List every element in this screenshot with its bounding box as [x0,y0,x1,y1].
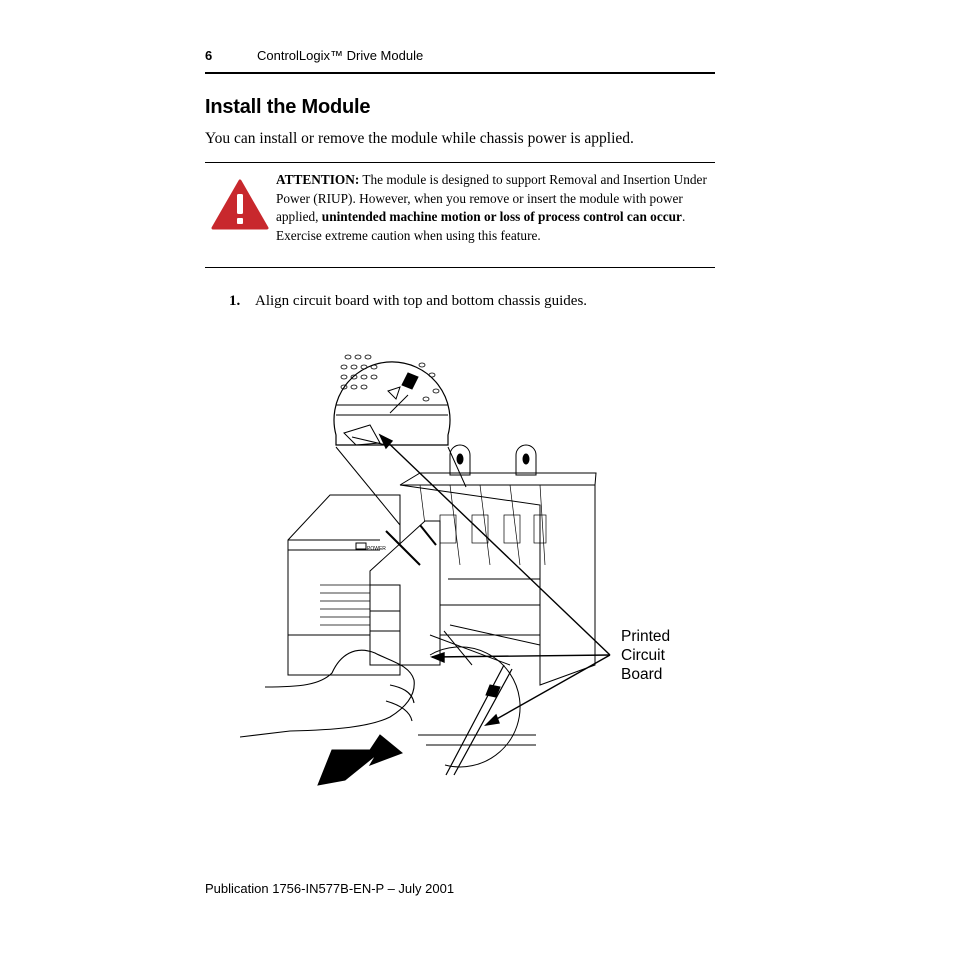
drive-module [370,521,440,665]
attention-text-2: . Exercise extreme caution when using this feature. [276,209,686,243]
callout-line-printed: Printed [621,628,671,645]
power-label: POWER [367,546,386,552]
attention-box [205,162,715,268]
callout-line-board: Board [621,666,663,683]
attention-text-1: The module is designed to support Removal and Insertion Under Power (RIUP). However, when you remove or insert the module with power applied, [276,172,707,225]
attention-text [276,171,712,245]
figure-callout [621,627,691,684]
step-text: Align circuit board with top and bottom chassis guides. [255,293,588,309]
section-title: Install the Module [205,96,371,118]
bottom-guide-zoom [418,631,536,775]
insertion-arrow [318,735,402,785]
page-header [205,46,715,74]
module-install-illustration [240,335,680,795]
page-number: 6 [205,48,213,63]
page-footer: Publication 1756-IN577B-EN-P – July 2001 [205,881,455,896]
attention-label: ATTENTION: [276,172,360,187]
callout-line-circuit: Circuit [621,647,665,664]
step-item [229,293,587,310]
step-number: 1. [229,293,241,309]
running-title: ControlLogix™ Drive Module [257,48,424,63]
warning-triangle-icon [211,179,269,231]
section-intro: You can install or remove the module while chassis power is applied. [205,130,634,147]
attention-bold-text: unintended machine motion or loss of process control can occur [321,209,682,225]
